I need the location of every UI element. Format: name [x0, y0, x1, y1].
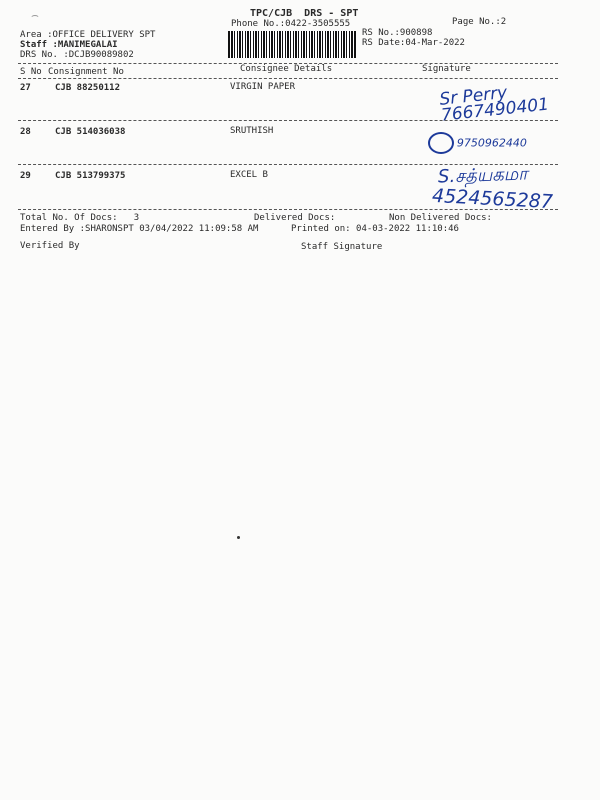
row-consignment: CJB 88250112: [55, 83, 121, 93]
printed-on: Printed on: 04-03-2022 11:10:46: [291, 224, 459, 234]
handwritten-phone: 4524565287: [431, 184, 554, 214]
staff-signature: Staff Signature: [301, 242, 383, 252]
row-consignee: EXCEL B: [230, 170, 268, 180]
row-sno: 29: [20, 171, 31, 181]
col-header-consignee: Consignee Details: [240, 64, 333, 74]
drs-number: DRS No. :DCJB90089802: [20, 50, 134, 60]
handwritten-signature: Sr Perry 7667490401: [438, 82, 550, 126]
barcode: [228, 31, 356, 58]
delivered-docs: Delivered Docs:: [254, 213, 336, 223]
row-consignee: VIRGIN PAPER: [230, 82, 296, 92]
handwritten-signature: [428, 132, 527, 154]
handwritten-name: S.சத்யகமா: [437, 163, 528, 188]
row-sno: 28: [20, 127, 31, 137]
page-number: Page No.:2: [452, 17, 507, 27]
area-field: Area :OFFICE DELIVERY SPT: [20, 30, 156, 40]
scan-mark: ⌢: [31, 8, 39, 22]
rs-date: RS Date:04-Mar-2022: [362, 38, 465, 48]
entered-by: Entered By :SHARONSPT 03/04/2022 11:09:58 AM: [20, 224, 259, 234]
row-consignee: SRUTHISH: [230, 126, 274, 136]
signature-loop: [428, 132, 454, 154]
rs-number: RS No.:900898: [362, 28, 433, 38]
row-consignment: CJB 514036038: [55, 127, 126, 137]
document-title: TPC/CJB DRS - SPT: [250, 8, 359, 19]
divider: [18, 78, 558, 79]
col-header-sno: S No: [20, 67, 42, 77]
divider: [18, 120, 558, 121]
staff-field: Staff :MANIMEGALAI: [20, 40, 118, 50]
total-docs: Total No. Of Docs: 3: [20, 213, 140, 223]
phone-number: Phone No.:0422-3505555: [231, 19, 351, 29]
row-sno: 27: [20, 83, 31, 93]
col-header-consignment: Consignment No: [48, 67, 124, 77]
divider: [18, 209, 558, 210]
phone-handwritten: 9750962440: [456, 136, 527, 150]
row-consignment: CJB 513799375: [55, 171, 126, 181]
col-header-signature: Signature: [422, 64, 471, 74]
non-delivered-docs: Non Delivered Docs:: [389, 213, 492, 223]
verified-by: Verified By: [20, 241, 80, 251]
speck: [237, 536, 240, 539]
